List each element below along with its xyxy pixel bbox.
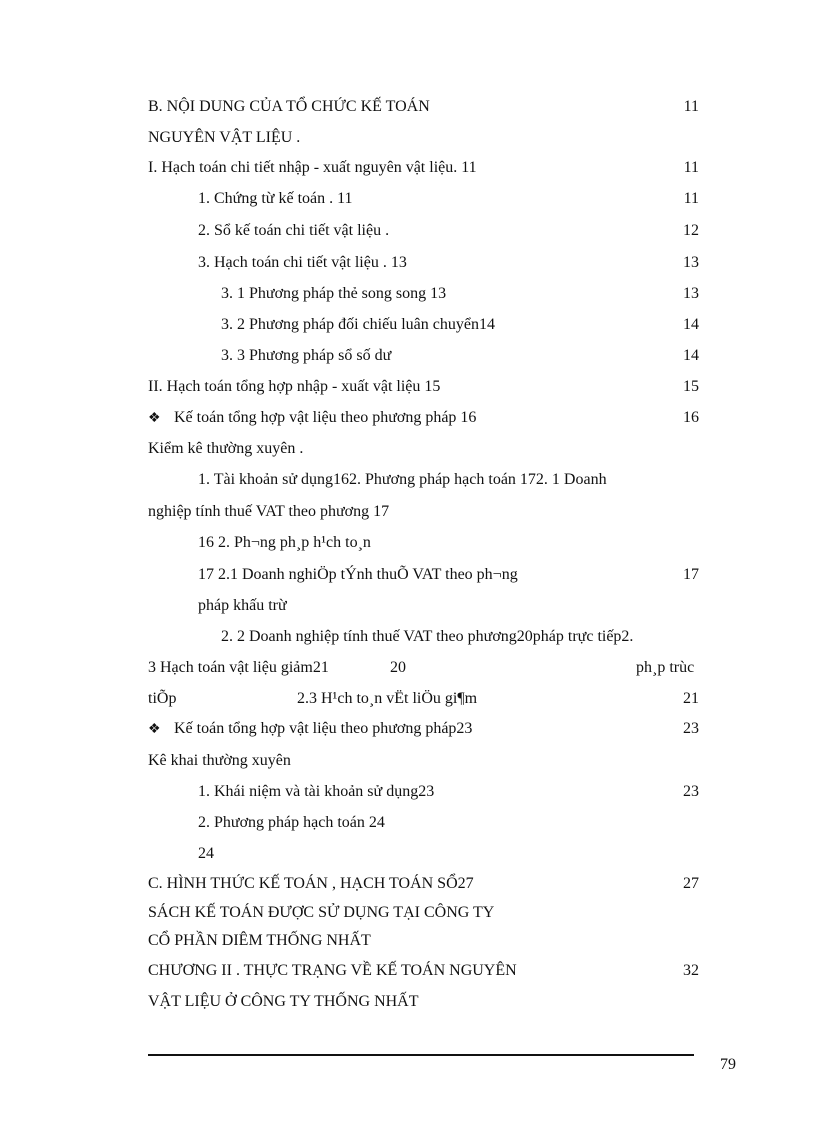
toc-kk-title-text: Kế toán tổng hợp vật liệu theo phương pháp 16 xyxy=(174,409,477,426)
toc-c-title-line2: SÁCH KẾ TOÁN ĐƯỢC SỬ DỤNG TẠI CÔNG TY xyxy=(148,904,495,921)
toc-i1-title: 1. Chứng từ kế toán . 11 xyxy=(198,190,353,207)
toc-kkx-page: 23 xyxy=(683,720,699,737)
toc-garbled-line2b: pháp khấu trừ xyxy=(198,597,287,614)
toc-i31-page: 13 xyxy=(683,285,699,302)
toc-c-title-line3: CỔ PHẦN DIÊM THỐNG NHẤT xyxy=(148,932,371,949)
footer-rule xyxy=(148,1054,694,1056)
toc-i33-title: 3. 3 Phương pháp sổ số dư xyxy=(221,347,392,364)
toc-dn-line2b: 20 xyxy=(390,659,406,676)
toc-kkx2-title-line1: 2. Phương pháp hạch toán 24 xyxy=(198,814,385,831)
toc-dn-line3b: 2.3 H¹ch to¸n vËt liÖu gi¶m xyxy=(297,690,478,707)
toc-dn-line3a: tiÕp xyxy=(148,690,177,707)
diamond-bullet-icon: ❖ xyxy=(148,411,161,426)
toc-i-page: 11 xyxy=(683,159,699,176)
toc-ch2-page: 32 xyxy=(683,962,699,979)
toc-c-title-line1: C. HÌNH THỨC KẾ TOÁN , HẠCH TOÁN SỔ27 xyxy=(148,875,474,892)
toc-i2-title: 2. Sổ kế toán chi tiết vật liệu . xyxy=(198,222,390,239)
toc-dn-page: 21 xyxy=(683,690,699,707)
toc-kkx1-title: 1. Khái niệm và tài khoản sử dụng23 xyxy=(198,783,435,800)
toc-ii-title: II. Hạch toán tổng hợp nhập - xuất vật liệu 15 xyxy=(148,378,441,395)
toc-b-title-line2: NGUYÊN VẬT LIỆU . xyxy=(148,129,301,146)
diamond-bullet-icon: ❖ xyxy=(148,722,161,737)
toc-i33-page: 14 xyxy=(683,347,699,364)
toc-garbled-line1: 16 2. Ph¬ng ph¸p h¹ch to¸n xyxy=(198,534,371,551)
toc-dn-line2a: 3 Hạch toán vật liệu giảm21 xyxy=(148,659,329,676)
page-number: 79 xyxy=(720,1056,736,1073)
toc-b-page: 11 xyxy=(683,98,699,115)
toc-kkx1-page: 23 xyxy=(683,783,699,800)
toc-kk-page: 16 xyxy=(683,409,699,426)
toc-i32-page: 14 xyxy=(683,316,699,333)
toc-garbled-line2a: 17 2.1 Doanh nghiÖp tÝnh thuÕ VAT theo ph¬ng xyxy=(198,566,518,583)
toc-ch2-title-line2: VẬT LIỆU Ở CÔNG TY THỐNG NHẤT xyxy=(148,993,419,1010)
toc-i3-page: 13 xyxy=(683,254,699,271)
toc-i3-title: 3. Hạch toán chi tiết vật liệu . 13 xyxy=(198,254,407,271)
toc-dn-line2c: ph¸p trùc xyxy=(636,659,695,676)
toc-i31-title: 3. 1 Phương pháp thẻ song song 13 xyxy=(221,285,447,302)
toc-tk-line2: nghiệp tính thuế VAT theo phương 17 xyxy=(148,503,390,520)
toc-ii-page: 15 xyxy=(683,378,699,395)
toc-i1-page: 11 xyxy=(683,190,699,207)
toc-garbled-page: 17 xyxy=(683,566,699,583)
toc-kkx2-title-line2: 24 xyxy=(198,845,214,862)
toc-c-page: 27 xyxy=(683,875,699,892)
toc-kkx-title-line1 xyxy=(148,719,472,740)
toc-kkx-title-text: Kế toán tổng hợp vật liệu theo phương pháp23 xyxy=(174,720,473,737)
toc-dn-line1: 2. 2 Doanh nghiệp tính thuế VAT theo phương20pháp trực tiếp2. xyxy=(221,628,634,645)
toc-i-title: I. Hạch toán chi tiết nhập - xuất nguyên vật liệu. 11 xyxy=(148,159,477,176)
toc-ch2-title-line1: CHƯƠNG II . THỰC TRẠNG VỀ KẾ TOÁN NGUYÊN xyxy=(148,962,517,979)
toc-kkx-title-line2: Kê khai thường xuyên xyxy=(148,752,291,769)
toc-i32-title: 3. 2 Phương pháp đối chiếu luân chuyển14 xyxy=(221,316,495,333)
toc-b-title-line1: B. NỘI DUNG CỦA TỔ CHỨC KẾ TOÁN xyxy=(148,98,430,115)
toc-kk-title-line2: Kiểm kê thường xuyên . xyxy=(148,440,304,457)
toc-tk-line1: 1. Tài khoản sử dụng162. Phương pháp hạch toán 172. 1 Doanh xyxy=(198,471,607,488)
toc-kk-title-line1 xyxy=(148,408,476,429)
toc-i2-page: 12 xyxy=(683,222,699,239)
